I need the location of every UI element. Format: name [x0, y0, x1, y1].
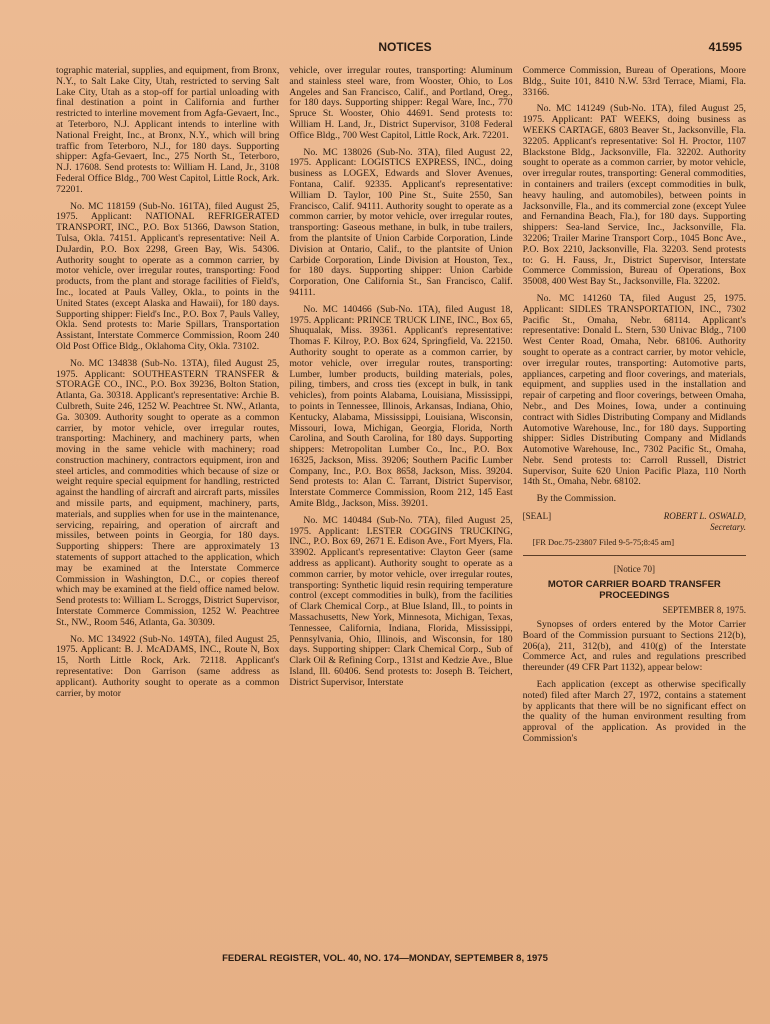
- paragraph: No. MC 140484 (Sub-No. 7TA), filed August 25, 1975. Applicant: LESTER COGGINS TRUCKING, INC., P.O. Box 69, 2671 E. Edison Ave., Fort Myers, Fla. 33902. Applicant's representative: Clayton Geer (same address as applicant). Authority sought to operate as a common carrier, by motor vehicle, over irregular routes, transporting: Synthetic liquid resin requiring temperature control (except commodities in bulk), from the facilities of Clark Chemical Corp., at Blue Island, Ill., to points in Massachusetts, New York, Minnesota, Michigan, Texas, Tennessee, California, Indiana, Florida, Mississippi, Pennsylvania, Ohio, Illinois, and Wisconsin, for 180 days. Supporting shipper: Clark Chemical Corp., Sub of Clark Oil & Refining Corp., 131st and Kedzie Ave., Blue Island, Ill. 60406. Send protests to: Joseph B. Teichert, District Supervisor, Interstate: [289, 514, 513, 688]
- paragraph: No. MC 141249 (Sub-No. 1TA), filed August 25, 1975. Applicant: PAT WEEKS, doing business as WEEKS CARTAGE, 6803 Beaver St., Jacksonville, Fla. 32205. Applicant's representative: Sol H. Proctor, 1107 Blackstone Bldg., Jacksonville, Fla. 32202. Authority sought to operate as a common carrier, by motor vehicle, over irregular routes, transporting: General commodities, in containers and trailers (except commodities in bulk, heavy hauling, and automobiles), between points in Jacksonville, Fla., and its commercial zone (except Yulee and Fernandina Beach, Fla.), for 180 days. Supporting shippers: Sea-land Service, Inc., Jacksonville, Fla. 32206; Trailer Marine Transport Corp., 1045 Bonc Ave., P.O. Box 2210, Jacksonville, Fla. 32203. Send protests to: G. H. Fauss, Jr., District Supervisor, Interstate Commerce Commission, Bureau of Operations, Box 35008, 400 West Bay St., Jacksonville, Fla. 32202.: [522, 103, 746, 288]
- section-title: NOTICES: [378, 40, 432, 54]
- paragraph: No. MC 138026 (Sub-No. 3TA), filed August 22, 1975. Applicant: LOGISTICS EXPRESS, INC., doing business as LOGEX, Edwards and Slover Avenues, Fontana, Calif. 92335. Applicant's representative: William D. Taylor, 100 Pine St., Suite 2550, San Francisco, Calif. 94111. Authority sought to operate as a common carrier, by motor vehicle, over irregular routes, transporting: Gaseous methane, in bulk, in tube trailers, from the plantsite of Union Carbide Corporation, Linde Division at Ontario, Calif., to the plantsite of Union Carbide Corporation, Linde Division at Houston, Tex., for 180 days. Supporting shipper: Union Carbide Corporation, One California St., San Francisco, Calif. 94111.: [289, 146, 513, 298]
- paragraph: Commerce Commission, Bureau of Operations, Moore Bldg., Suite 101, 8410 N.W. 53rd Terrace, Miami, Fla. 33166.: [522, 66, 746, 98]
- column-1: [56, 66, 279, 942]
- page-number: 41595: [708, 40, 742, 54]
- signer-block: [664, 511, 746, 533]
- fr-doc-line: [FR Doc.75-23807 Filed 9-5-75;8:45 am]: [532, 536, 675, 547]
- paragraph: No. MC 134922 (Sub-No. 149TA), filed August 25, 1975. Applicant: B. J. McADAMS, INC., Route N, Box 15, North Little Rock, Ark. 72118. Applicant's representative: Don Garrison (same address as applicant). Authority sought to operate as a common carrier, by motor: [56, 633, 280, 699]
- signature-block: [523, 511, 746, 533]
- page-header: [60, 40, 750, 60]
- paragraph: Synopses of orders entered by the Motor Carrier Board of the Commission pursuant to Sections 212(b), 206(a), 211, 312(b), and 410(g) of the Interstate Commerce Act, and rules and regulations prescribed thereunder (49 CFR Part 1132), appear below:: [522, 619, 746, 674]
- notice-number: [Notice 70]: [613, 564, 655, 575]
- signer-name: ROBERT L. OSWALD,: [663, 511, 746, 522]
- paragraph: By the Commission.: [536, 493, 617, 505]
- paragraph: No. MC 140466 (Sub-No. 1TA), filed August 18, 1975. Applicant: PRINCE TRUCK LINE, INC., Box 65, Shuqualak, Miss. 39361. Applicant's representative: Thomas F. Kilroy, P.O. Box 624, Springfield, Va. 22150. Authority sought to operate as a common carrier, by motor vehicle, over irregular routes, transporting: Lumber, lumber products, building materials, poles, piling, timbers, and cross ties (except in bulk, in tank vehicles), from points Alabama, Louisiana, Mississippi, to points in Tennessee, Illinois, Arkansas, Indiana, Ohio, Kentucky, Alabama, Mississippi, Louisiana, Wisconsin, Missouri, Iowa, Michigan, Georgia, Florida, North Carolina, and South Carolina, for 180 days. Supporting shippers: Metropolitan Lumber Co., Inc., P.O. Box 16325, Jackson, Miss. 39206; Southern Pacific Lumber Company, Inc., P.O. Box 8658, Jackson, Miss. 39204. Send protests to: Alan C. Tarrant, District Supervisor, Interstate Commerce Commission, Room 212, 145 East Amite Bldg., Jackson, Miss. 39201.: [289, 303, 513, 510]
- paragraph: No. MC 134838 (Sub-No. 13TA), filed August 25, 1975. Applicant: SOUTHEASTERN TRANSFER & STORAGE CO., INC., P.O. Box 39236, Bolton Station, Atlanta, Ga. 30318. Applicant's representative: Archie B. Culbreth, Suite 246, 1252 W. Peachtree St. NW., Atlanta, Ga. 30309. Authority sought to operate as a common carrier, by motor vehicle, over irregular routes, transporting: Machinery, and machinery parts, when moving in the same vehicle with machinery; road construction machinery, contractors equipment, iron and steel articles, and commodities which because of size or weight require special equipment for handling, restricted against the handling of aircraft and aircraft parts, missiles and missile parts, and equipment, machinery, parts, materials, and supplies when for use in the maintenance, servicing, repairing, and operation of aircraft and missiles, between points in Georgia, for 180 days. Supporting shippers: There are approximately 13 statements of support attached to the application, which may be examined at the Interstate Commerce Commission in Washington, D.C., or copies thereof which may be examined at the field office named below. Send protests to: William L. Scroggs, District Supervisor, Interstate Commerce Commission, 1252 W. Peachtree St., NW., Room 546, Atlanta, Ga. 30309.: [56, 357, 280, 628]
- column-2: [289, 66, 512, 942]
- divider: [523, 555, 746, 556]
- notice-date: SEPTEMBER 8, 1975.: [662, 605, 746, 616]
- paragraph: vehicle, over irregular routes, transporting: Aluminum and stainless steel ware, from Wooster, Ohio, to Los Angeles and San Francisco, Calif., and Portland, Oreg., for 180 days. Supporting shipper: Regal Ware, Inc., 770 Spruce St. Wooster, Ohio 44691. Send protests to: William H. Land, Jr., District Supervisor, 3108 Federal Office Bldg., 700 West Capitol, Little Rock, Ark. 72201.: [289, 66, 513, 141]
- signer-title: Secretary.: [710, 521, 746, 532]
- seal-label: [SEAL]: [522, 511, 552, 522]
- paragraph: tographic material, supplies, and equipment, from Bronx, N.Y., to Salt Lake City, Utah, restricted to serving Salt Lake City, Utah as a stop-off for partial unloading with final destination a point in California and further restricted to interline movement from Agfa-Gevaert, Inc., at Teterboro, N.J. Applicant intends to interline with National Freight, Inc., at Bronx, N.Y., which will bring traffic from Teterboro, N.J., for 180 days. Supporting shipper: Agfa-Gevaert, Inc., 275 North St., Teterboro, N.J. 17608. Send protests to: William H. Land, Jr., 3108 Federal Office Bldg., 700 West Capitol, Little Rock, Ark. 72201.: [56, 66, 280, 195]
- section-heading: MOTOR CARRIER BOARD TRANSFER PROCEEDINGS: [547, 579, 721, 602]
- paragraph: No. MC 118159 (Sub-No. 161TA), filed August 25, 1975. Applicant: NATIONAL REFRIGERATED TRANSPORT, INC., P.O. Box 51366, Dawson Station, Tulsa, Okla. 74151. Applicant's representative: Neil A. DuJardin, P.O. Box 2298, Green Bay, Wis. 54306. Authority sought to operate as a common carrier, by motor vehicle, over irregular routes, transporting: Food products, from the plant and storage facilities of Field's, Inc., located at Pauls Valley, Okla., to points in the United States (except Alaska and Hawaii), for 180 days. Supporting shipper: Field's Inc., P.O. Box 7, Pauls Valley, Okla. Send protests to: Marie Spillars, Transportation Assistant, Interstate Commerce Commission, Room 240 Old Post Office Bldg., Oklahoma City, Okla. 73102.: [56, 200, 280, 352]
- text-columns: [56, 66, 746, 942]
- paragraph: Each application (except as otherwise specifically noted) filed after March 27, 1972, contains a statement by applicants that there will be no significant effect on the quality of the human environment resulting from approval of the application. As provided in the Commission's: [522, 679, 746, 745]
- page-footer: FEDERAL REGISTER, VOL. 40, NO. 174—MONDAY, SEPTEMBER 8, 1975: [222, 953, 548, 964]
- column-3: [523, 66, 746, 942]
- paragraph: No. MC 141260 TA, filed August 25, 1975. Applicant: SIDLES TRANSPORTATION, INC., 7302 Pacific St., Omaha, Nebr. 68114. Applicant's representative: Donald L. Stern, 530 Univac Bldg., 7100 West Center Road, Omaha, Nebr. 68106. Authority sought to operate as a contract carrier, by motor vehicle, over irregular routes, transporting: Automotive parts, appliances, carpeting and floor coverings, and materials, equipment, and supplies used in the installation and repair of carpeting and floor coverings, between Omaha, Nebr., and Des Moines, Iowa, under a continuing contract with Sidles Distributing Company and Midlands Automotive Warehouse, Inc., for 180 days. Supporting shipper: Sidles Distributing Company and Midlands Automotive Warehouse, Inc., 7302 Pacific St., Omaha, Nebr. Send protests to: Carroll Russell, District Supervisor, Suite 620 Union Pacific Plaza, 110 North 14th St., Omaha, Nebr. 68102.: [522, 292, 746, 488]
